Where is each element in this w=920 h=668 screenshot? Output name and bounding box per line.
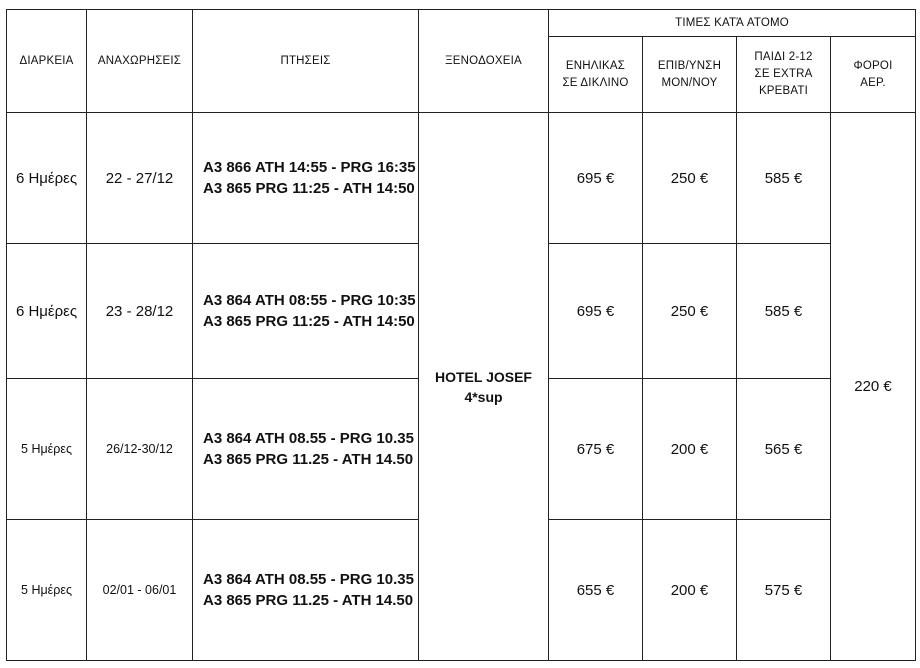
header-duration: ΔΙΑΡΚΕΙΑ (7, 10, 87, 113)
flight-return: A3 865 PRG 11.25 - ATH 14.50 (203, 451, 414, 468)
dates-cell: 22 - 27/12 (87, 113, 193, 244)
header-single-line2: ΜΟΝ/ΝΟΥ (661, 76, 718, 89)
flight-return: A3 865 PRG 11:25 - ATH 14:50 (203, 313, 415, 330)
duration-cell: 5 Ημέρες (7, 520, 87, 661)
header-hotels: ΞΕΝΟΔΟΧΕΙΑ (419, 10, 549, 113)
flight-outbound: A3 864 ATH 08:55 - PRG 10:35 (203, 292, 416, 309)
dates-cell: 23 - 28/12 (87, 244, 193, 379)
table-row (7, 113, 916, 244)
adult-price-cell: 695 € (549, 113, 643, 244)
header-single-line1: ΕΠΙΒ/ΥΝΣΗ (657, 59, 722, 72)
single-supplement-cell: 200 € (643, 379, 737, 520)
child-price-cell: 575 € (737, 520, 831, 661)
header-taxes-line1: ΦΟΡΟΙ (853, 59, 893, 72)
header-child-line1: ΠΑΙΔΙ 2-12 (754, 51, 813, 63)
header-prices-group: ΤΙΜΕΣ ΚΑΤΆ ΑΤΟΜΟ (549, 10, 916, 37)
header-child (737, 37, 831, 113)
flight-return: A3 865 PRG 11:25 - ATH 14:50 (203, 180, 415, 197)
price-table-container (6, 9, 916, 661)
child-price-cell: 585 € (737, 244, 831, 379)
header-departures: ΑΝΑΧΩΡΗΣΕΙΣ (87, 10, 193, 113)
flight-outbound: A3 864 ATH 08.55 - PRG 10.35 (203, 430, 414, 447)
child-price-cell: 585 € (737, 113, 831, 244)
hotel-stars: 4*sup (464, 388, 503, 405)
header-adult-line1: ΕΝΗΛΙΚΑΣ (565, 59, 626, 72)
dates-cell: 02/01 - 06/01 (87, 520, 193, 661)
header-adult-line2: ΣΕ ΔΙΚΛΙΝΟ (562, 76, 629, 89)
header-child-line2: ΣΕ EXTRA (754, 68, 813, 80)
flights-cell (193, 113, 419, 244)
header-taxes (831, 37, 916, 113)
single-supplement-cell: 250 € (643, 244, 737, 379)
flight-outbound: A3 866 ATH 14:55 - PRG 16:35 (203, 159, 416, 176)
duration-cell: 5 Ημέρες (7, 379, 87, 520)
dates-cell: 26/12-30/12 (87, 379, 193, 520)
header-row-top (7, 10, 916, 37)
taxes-cell: 220 € (831, 113, 916, 661)
flights-cell (193, 244, 419, 379)
adult-price-cell: 695 € (549, 244, 643, 379)
single-supplement-cell: 250 € (643, 113, 737, 244)
header-flights: ΠΤΗΣΕΙΣ (193, 10, 419, 113)
header-taxes-line2: ΑΕΡ. (860, 76, 886, 89)
flights-cell (193, 520, 419, 661)
child-price-cell: 565 € (737, 379, 831, 520)
hotel-name: HOTEL JOSEF (435, 368, 532, 385)
duration-cell: 6 Ημέρες (7, 244, 87, 379)
hotel-cell (419, 113, 549, 661)
header-single (643, 37, 737, 113)
duration-cell: 6 Ημέρες (7, 113, 87, 244)
price-table (6, 9, 916, 661)
header-adult (549, 37, 643, 113)
header-child-line3: ΚΡΕΒΑΤΙ (758, 85, 809, 97)
flight-return: A3 865 PRG 11.25 - ATH 14.50 (203, 592, 414, 609)
flights-cell (193, 379, 419, 520)
adult-price-cell: 675 € (549, 379, 643, 520)
flight-outbound: A3 864 ATH 08.55 - PRG 10.35 (203, 571, 414, 588)
single-supplement-cell: 200 € (643, 520, 737, 661)
adult-price-cell: 655 € (549, 520, 643, 661)
